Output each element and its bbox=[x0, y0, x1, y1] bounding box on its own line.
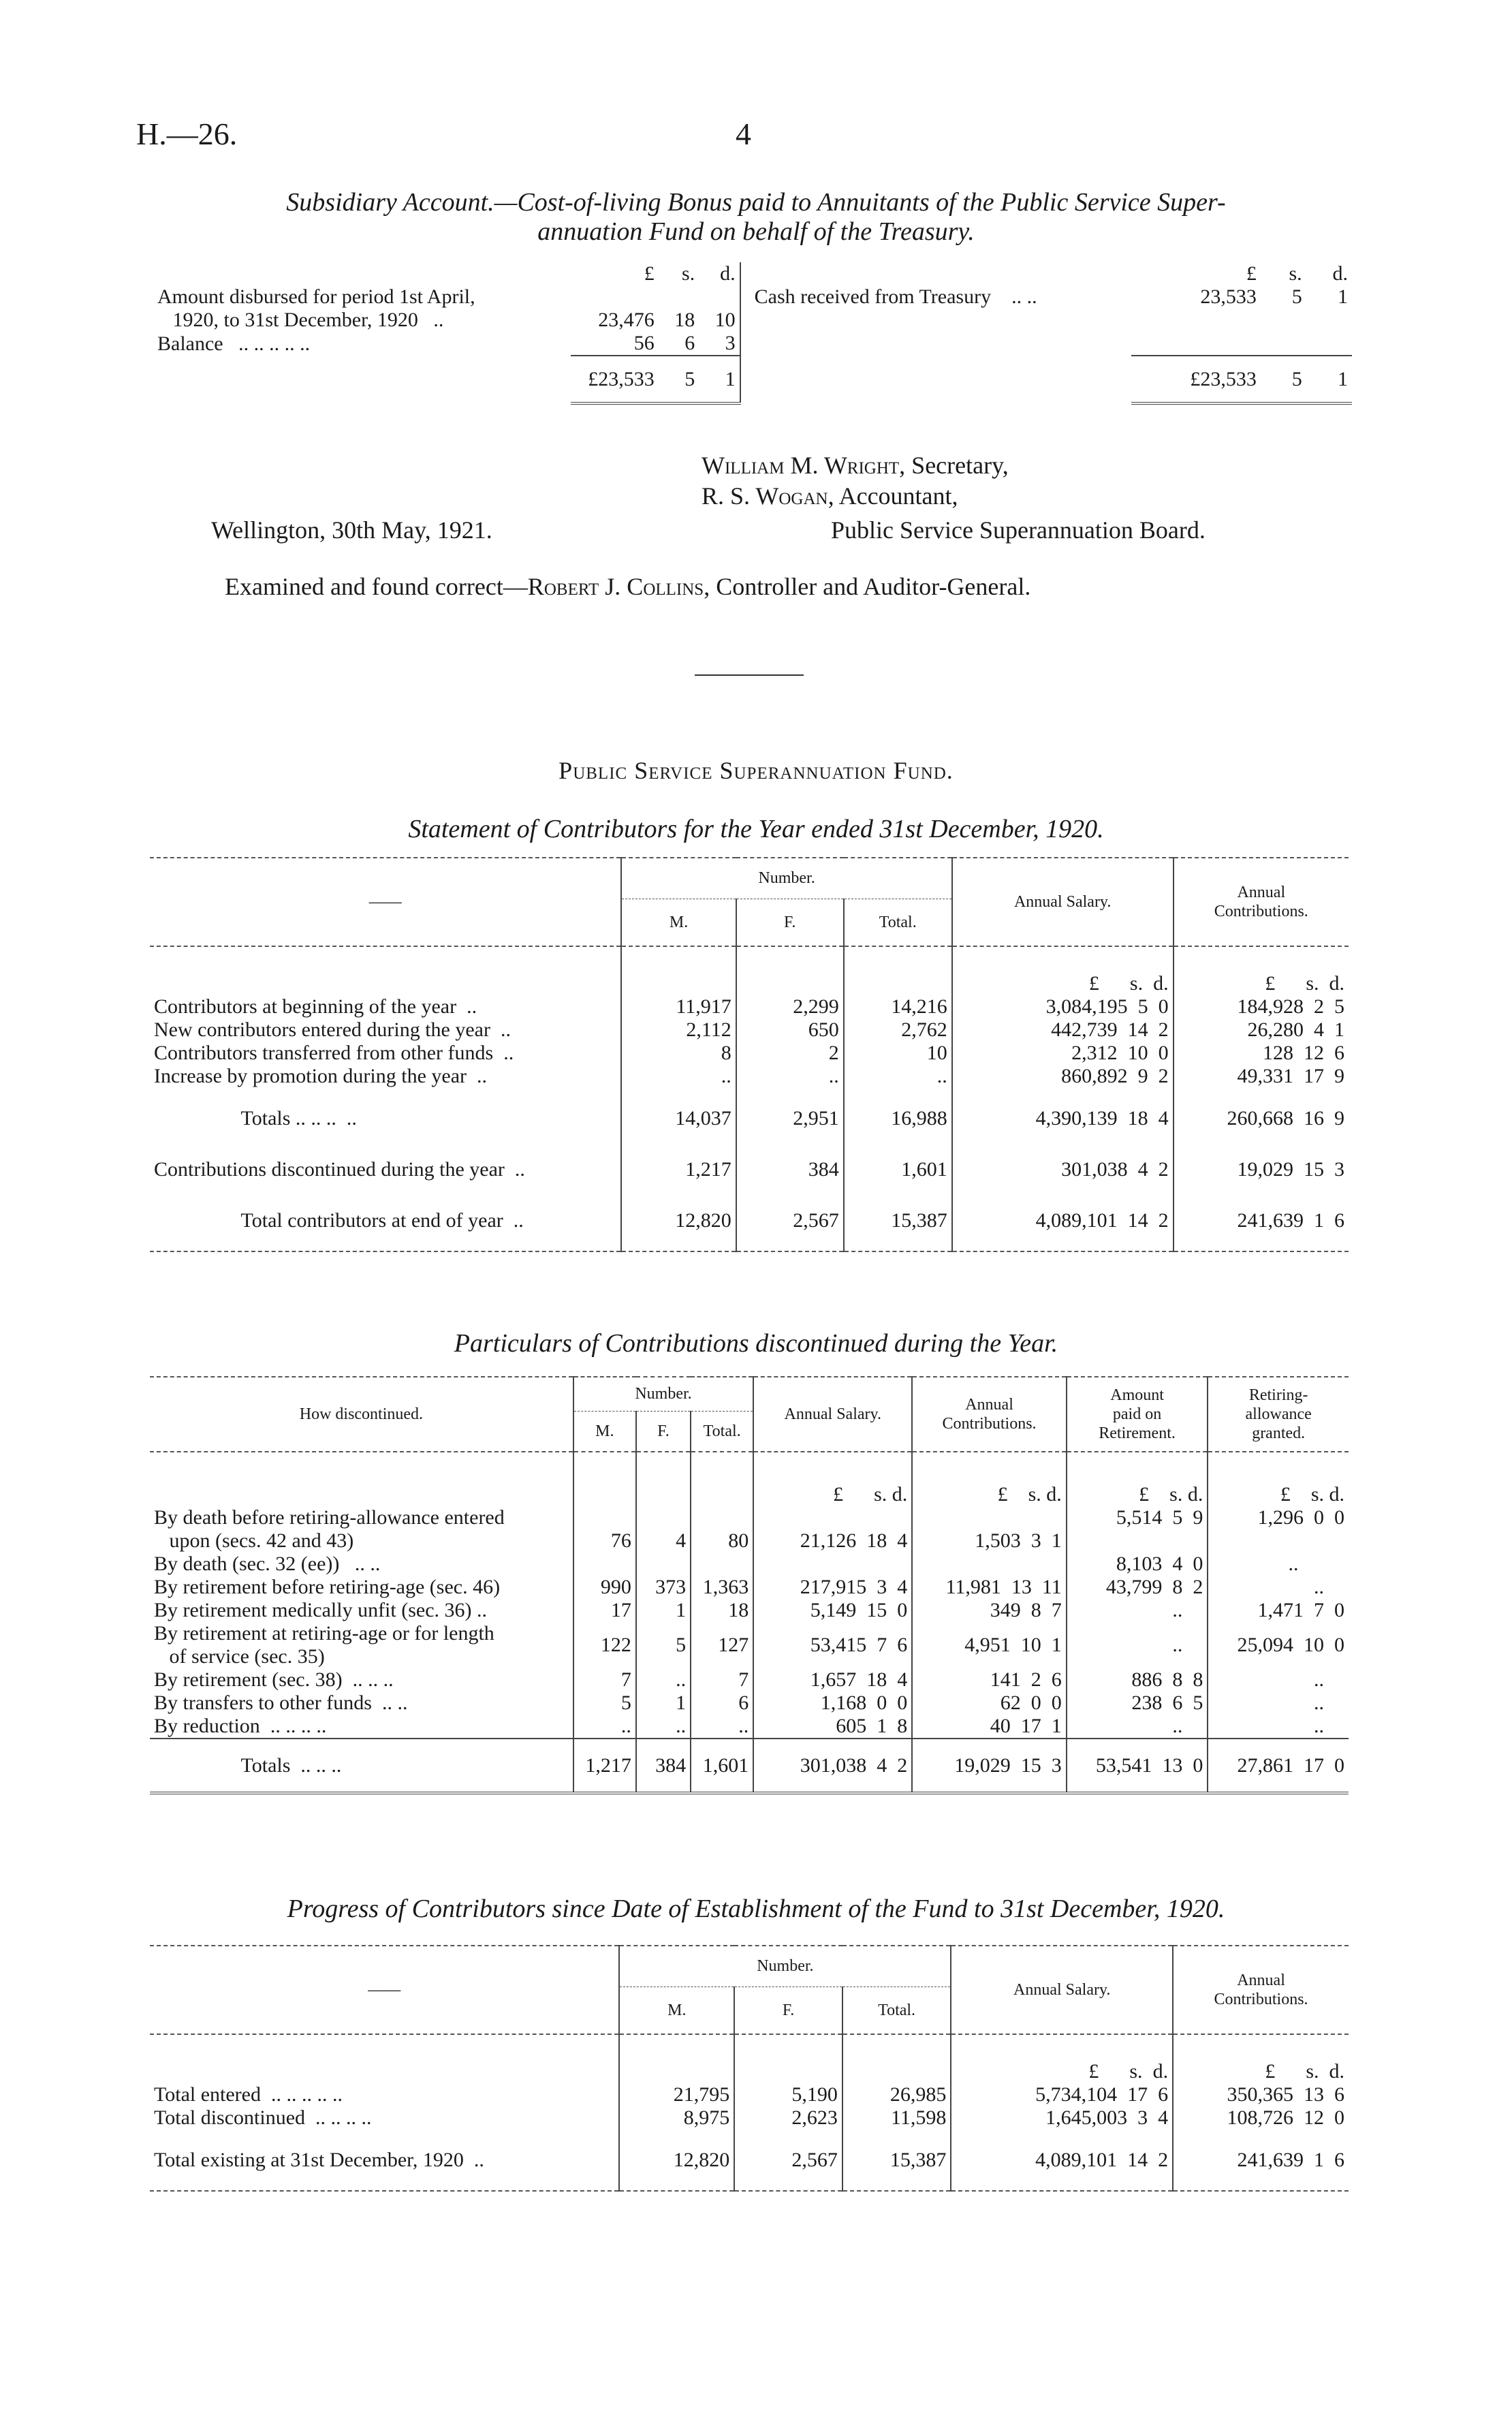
statement-row bbox=[150, 995, 1349, 1018]
statement-row-label: Contributors transferred from other funds .. bbox=[150, 1042, 621, 1065]
statement-row-label: Increase by promotion during the year .. bbox=[150, 1065, 621, 1088]
particulars-head-how: How discontinued. bbox=[150, 1377, 573, 1452]
progress-title: Progress of Contributors since Date of Establishment of the Fund to 31st December, 1920. bbox=[287, 1895, 1225, 1923]
statement-rows bbox=[150, 995, 1349, 1251]
progress-head-f: F. bbox=[734, 1987, 842, 2034]
progress-row-contrib: 350,365 13 6 bbox=[1227, 2083, 1344, 2106]
statement-row-f: 650 bbox=[736, 1018, 844, 1042]
progress-existing-row-label: Total existing at 31st December, 1920 .. bbox=[150, 2130, 619, 2191]
auditor-statement: Examined and found correct—Robert J. Collins, Controller and Auditor-General. bbox=[225, 573, 1031, 600]
particulars-units-contrib: £ s. d. bbox=[912, 1452, 1067, 1506]
statement-discontinued-row bbox=[150, 1149, 1349, 1190]
statement-end-row bbox=[150, 1190, 1349, 1251]
statement-discontinued-row-m: 1,217 bbox=[621, 1149, 736, 1190]
subsidiary-account bbox=[153, 262, 1352, 405]
particulars-death-row bbox=[150, 1506, 1349, 1576]
sub-right-row1-d: 1 bbox=[1338, 285, 1348, 308]
page-number: 4 bbox=[736, 116, 751, 151]
statement-row-t: .. bbox=[844, 1065, 952, 1088]
particulars-row-m: 990 bbox=[573, 1576, 636, 1599]
particulars-head-number: Number. bbox=[573, 1377, 753, 1411]
statement-row-f: 2 bbox=[736, 1042, 844, 1065]
particulars-row-m: 5 bbox=[573, 1692, 636, 1715]
progress-head-m: M. bbox=[619, 1987, 734, 2034]
statement-head-m: M. bbox=[621, 899, 736, 946]
sub-left-row2-s: 6 bbox=[659, 332, 699, 356]
particulars-totals-row-amount: 53,541 13 0 bbox=[1067, 1739, 1208, 1793]
statement-row-t: 14,216 bbox=[844, 995, 952, 1018]
particulars-row-m: 7 bbox=[573, 1668, 636, 1692]
particulars-row-contrib: 349 8 7 bbox=[912, 1599, 1067, 1622]
sub-right-total-d: 1 bbox=[1306, 356, 1352, 403]
progress-existing-row bbox=[150, 2130, 1349, 2191]
progress-row bbox=[150, 2083, 1349, 2106]
statement-head-contrib: Annual Contributions. bbox=[1214, 884, 1308, 920]
progress-row-salary: 5,734,104 17 6 bbox=[951, 2083, 1173, 2106]
statement-row-m: 2,112 bbox=[621, 1018, 736, 1042]
particulars-row-f: .. bbox=[636, 1715, 691, 1739]
sub-right-row1-pounds: 23,533 bbox=[1200, 285, 1257, 308]
statement-end-row-label: Total contributors at end of year .. bbox=[150, 1190, 621, 1251]
statement-row-contrib: 49,331 17 9 bbox=[1237, 1065, 1344, 1087]
progress-row-t: 26,985 bbox=[842, 2083, 951, 2106]
particulars-row-label: By retirement before retiring-age (sec. 46) bbox=[150, 1576, 573, 1599]
particulars-row-t: 18 bbox=[691, 1599, 753, 1622]
particulars-row-salary: 1,168 0 0 bbox=[753, 1692, 912, 1715]
particulars-units-retiring: £ s. d. bbox=[1280, 1483, 1344, 1506]
statement-discontinued-row-label: Contributions discontinued during the year .. bbox=[150, 1149, 621, 1190]
particulars-row-f: 373 bbox=[636, 1576, 691, 1599]
sub-left-head-pounds: £ bbox=[644, 262, 655, 285]
particulars-death-t: 80 bbox=[691, 1506, 753, 1576]
statement-row-contrib: 184,928 2 5 bbox=[1237, 995, 1344, 1018]
sub-left-head-d: d. bbox=[699, 262, 740, 285]
subsidiary-account-table bbox=[153, 262, 1352, 405]
particulars-death-m: 76 bbox=[573, 1506, 636, 1576]
particulars-row-f: 1 bbox=[636, 1692, 691, 1715]
statement-row bbox=[150, 1042, 1349, 1065]
progress-head-number: Number. bbox=[619, 1946, 951, 1987]
particulars-units-salary: £ s. d. bbox=[753, 1452, 912, 1506]
sub-left-row2-pounds: 56 bbox=[571, 332, 659, 356]
statement-totals-row-contrib: 260,668 16 9 bbox=[1227, 1107, 1344, 1130]
statement-row-contrib: 26,280 4 1 bbox=[1247, 1018, 1344, 1041]
particulars-row-t: 6 bbox=[691, 1692, 753, 1715]
progress-row-f: 5,190 bbox=[734, 2083, 842, 2106]
board-name: Public Service Superannuation Board. bbox=[831, 516, 1206, 544]
particulars-row bbox=[150, 1668, 1349, 1692]
sub-left-row2-d: 3 bbox=[699, 332, 740, 356]
sub-left-total-s: 5 bbox=[659, 356, 699, 403]
particulars-row-contrib: 62 0 0 bbox=[912, 1692, 1067, 1715]
sub-right-row1-s: 5 bbox=[1291, 285, 1302, 308]
particulars-row-amount: 43,799 8 2 bbox=[1067, 1576, 1208, 1599]
particulars-row-retiring: .. bbox=[1314, 1668, 1324, 1691]
statement-row-m: 8 bbox=[621, 1042, 736, 1065]
particulars-totals-row-label: Totals .. .. .. bbox=[150, 1739, 573, 1793]
sub-right-head-pounds: £ bbox=[1246, 262, 1257, 285]
particulars-row-salary: 1,657 18 4 bbox=[753, 1668, 912, 1692]
progress-head-contrib: Annual Contributions. bbox=[1214, 1972, 1308, 2008]
particulars-death-contrib: 1,503 3 1 bbox=[912, 1506, 1067, 1576]
particulars-row-t: .. bbox=[691, 1715, 753, 1739]
particulars-death-amount: 5,514 5 9 8,103 4 0 bbox=[1067, 1506, 1208, 1576]
statement-end-row-salary: 4,089,101 14 2 bbox=[952, 1190, 1174, 1251]
particulars-row-retiring: .. bbox=[1314, 1715, 1324, 1737]
statement-end-row-t: 15,387 bbox=[844, 1190, 952, 1251]
progress-row bbox=[150, 2106, 1349, 2130]
statement-discontinued-row-f: 384 bbox=[736, 1149, 844, 1190]
statement-head-number: Number. bbox=[621, 858, 951, 899]
particulars-row-m: 17 bbox=[573, 1599, 636, 1622]
particulars-totals-row-contrib: 19,029 15 3 bbox=[912, 1739, 1067, 1793]
statement-totals-row-label: Totals .. .. .. .. bbox=[150, 1088, 621, 1149]
particulars-totals-row-f: 384 bbox=[636, 1739, 691, 1793]
particulars-row-amount: .. bbox=[1067, 1599, 1208, 1622]
particulars-row-salary: 5,149 15 0 bbox=[753, 1599, 912, 1622]
particulars-row-salary: 53,415 7 6 bbox=[753, 1622, 912, 1668]
subsidiary-title-line2: annuation Fund on behalf of the Treasury. bbox=[537, 217, 975, 246]
sub-right-head-d: d. bbox=[1332, 262, 1348, 285]
progress-head-blank: —— bbox=[150, 1946, 619, 2034]
particulars-rows bbox=[150, 1576, 1349, 1793]
particulars-row-retiring: 1,471 7 0 bbox=[1257, 1599, 1344, 1621]
particulars-death-f: 4 bbox=[636, 1506, 691, 1576]
statement-row-f: 2,299 bbox=[736, 995, 844, 1018]
statement-table bbox=[150, 857, 1349, 1252]
statement-totals-row-m: 14,037 bbox=[621, 1088, 736, 1149]
particulars-row-label: By transfers to other funds .. .. bbox=[150, 1692, 573, 1715]
progress-row-m: 21,795 bbox=[619, 2083, 734, 2106]
statement-totals-row-f: 2,951 bbox=[736, 1088, 844, 1149]
particulars-row-contrib: 40 17 1 bbox=[912, 1715, 1067, 1739]
particulars-head-total: Total. bbox=[691, 1411, 753, 1452]
sub-left-row2-label: Balance .. .. .. .. .. bbox=[157, 332, 311, 355]
particulars-row-label: By retirement (sec. 38) .. .. .. bbox=[150, 1668, 573, 1692]
particulars-row-f: .. bbox=[636, 1668, 691, 1692]
statement-row-label: Contributors at beginning of the year .. bbox=[150, 995, 621, 1018]
particulars-row-f: 5 bbox=[636, 1622, 691, 1668]
particulars-row-salary: 605 1 8 bbox=[753, 1715, 912, 1739]
particulars-row-label: By retirement medically unfit (sec. 36) .. bbox=[150, 1599, 573, 1622]
subsidiary-title-line1: Subsidiary Account.—Cost-of-living Bonus paid to Annuitants of the Public Service Super- bbox=[286, 188, 1226, 217]
place-date: Wellington, 30th May, 1921. bbox=[211, 516, 492, 544]
document-reference: H.—26. bbox=[136, 116, 238, 151]
progress-rows bbox=[150, 2083, 1349, 2191]
progress-row-f: 2,623 bbox=[734, 2106, 842, 2130]
statement-row-salary: 2,312 10 0 bbox=[952, 1042, 1174, 1065]
particulars-head-salary: Annual Salary. bbox=[753, 1377, 912, 1452]
particulars-totals-row-m: 1,217 bbox=[573, 1739, 636, 1793]
progress-existing-row-contrib: 241,639 1 6 bbox=[1237, 2148, 1344, 2171]
sub-left-row1-pounds: 23,476 bbox=[598, 309, 655, 331]
sub-right-head-s: s. bbox=[1289, 262, 1302, 285]
section-divider bbox=[695, 674, 804, 676]
particulars-units-amount: £ s. d. bbox=[1067, 1452, 1208, 1506]
progress-row-label: Total entered .. .. .. .. .. bbox=[150, 2083, 619, 2106]
particulars-death-salary: 21,126 18 4 bbox=[753, 1506, 912, 1576]
particulars-death-retiring: 1,296 0 0 .. bbox=[1257, 1506, 1344, 1575]
particulars-row-retiring: 25,094 10 0 bbox=[1237, 1634, 1344, 1656]
particulars-row-contrib: 4,951 10 1 bbox=[912, 1622, 1067, 1668]
progress-existing-row-m: 12,820 bbox=[619, 2130, 734, 2191]
particulars-row bbox=[150, 1622, 1349, 1668]
particulars-row-contrib: 141 2 6 bbox=[912, 1668, 1067, 1692]
statement-row-salary: 3,084,195 5 0 bbox=[952, 995, 1174, 1018]
sub-right-total-pounds: £23,533 bbox=[1131, 356, 1261, 403]
statement-head-total: Total. bbox=[844, 899, 952, 946]
statement-row-m: 11,917 bbox=[621, 995, 736, 1018]
progress-units-contrib: £ s. d. bbox=[1265, 2060, 1344, 2083]
statement-row-label: New contributors entered during the year .. bbox=[150, 1018, 621, 1042]
progress-existing-row-salary: 4,089,101 14 2 bbox=[951, 2130, 1173, 2191]
progress-row-t: 11,598 bbox=[842, 2106, 951, 2130]
particulars-head-amount: Amount paid on Retirement. bbox=[1067, 1377, 1208, 1452]
particulars-row-amount: .. bbox=[1067, 1622, 1208, 1668]
statement-end-row-f: 2,567 bbox=[736, 1190, 844, 1251]
statement-discontinued-row-salary: 301,038 4 2 bbox=[952, 1149, 1174, 1190]
particulars-row-m: .. bbox=[573, 1715, 636, 1739]
particulars-death-label: By death before retiring-allowance entered upon (secs. 42 and 43) By death (sec. 32 (ee)) .. .. bbox=[150, 1506, 573, 1576]
particulars-head-contrib: Annual Contributions. bbox=[912, 1377, 1067, 1452]
particulars-row-contrib: 11,981 13 11 bbox=[912, 1576, 1067, 1599]
statement-head-blank: —— bbox=[150, 858, 621, 946]
progress-existing-row-t: 15,387 bbox=[842, 2130, 951, 2191]
statement-row-f: .. bbox=[736, 1065, 844, 1088]
statement-discontinued-row-t: 1,601 bbox=[844, 1149, 952, 1190]
progress-row-m: 8,975 bbox=[619, 2106, 734, 2130]
statement-totals-row-salary: 4,390,139 18 4 bbox=[952, 1088, 1174, 1149]
statement-row-salary: 442,739 14 2 bbox=[952, 1018, 1174, 1042]
particulars-totals-row-retiring: 27,861 17 0 bbox=[1237, 1754, 1344, 1777]
sub-left-total-d: 1 bbox=[699, 356, 740, 403]
progress-row-contrib: 108,726 12 0 bbox=[1227, 2106, 1344, 2129]
statement-row-m: .. bbox=[621, 1065, 736, 1088]
particulars-row-f: 1 bbox=[636, 1599, 691, 1622]
progress-row-label: Total discontinued .. .. .. .. bbox=[150, 2106, 619, 2130]
particulars-row-amount: .. bbox=[1067, 1715, 1208, 1739]
statement-row bbox=[150, 1065, 1349, 1088]
sub-left-row1-d: 10 bbox=[699, 285, 740, 332]
sub-right-total-s: 5 bbox=[1261, 356, 1306, 403]
sub-left-row1-label: Amount disbursed for period 1st April, 1920, to 31st December, 1920 .. bbox=[157, 285, 475, 331]
sub-right-row1-label: Cash received from Treasury .. .. bbox=[754, 285, 1037, 308]
statement-end-row-contrib: 241,639 1 6 bbox=[1237, 1209, 1344, 1232]
progress-head-total: Total. bbox=[842, 1987, 951, 2034]
statement-row bbox=[150, 1018, 1349, 1042]
particulars-row-m: 122 bbox=[573, 1622, 636, 1668]
particulars-totals-row-salary: 301,038 4 2 bbox=[753, 1739, 912, 1793]
particulars-row-t: 7 bbox=[691, 1668, 753, 1692]
progress-table bbox=[150, 1945, 1349, 2192]
statement-end-row-m: 12,820 bbox=[621, 1190, 736, 1251]
statement-row-t: 10 bbox=[844, 1042, 952, 1065]
particulars-row-t: 1,363 bbox=[691, 1576, 753, 1599]
particulars-row-label: By retirement at retiring-age or for length of service (sec. 35) bbox=[150, 1622, 573, 1668]
particulars-row bbox=[150, 1692, 1349, 1715]
particulars-row-amount: 238 6 5 bbox=[1067, 1692, 1208, 1715]
statement-totals-row bbox=[150, 1088, 1349, 1149]
particulars-row-amount: 886 8 8 bbox=[1067, 1668, 1208, 1692]
particulars-row bbox=[150, 1599, 1349, 1622]
progress-row-salary: 1,645,003 3 4 bbox=[951, 2106, 1173, 2130]
statement-units-salary: £ s. d. bbox=[952, 946, 1174, 995]
particulars-title: Particulars of Contributions discontinued during the Year. bbox=[454, 1329, 1058, 1358]
progress-units-salary: £ s. d. bbox=[951, 2034, 1173, 2083]
sub-left-row1-s: 18 bbox=[674, 309, 695, 331]
statement-discontinued-row-contrib: 19,029 15 3 bbox=[1237, 1158, 1344, 1181]
statement-row-contrib: 128 12 6 bbox=[1263, 1042, 1344, 1064]
particulars-table bbox=[150, 1376, 1349, 1794]
particulars-totals-row bbox=[150, 1739, 1349, 1793]
particulars-row-t: 127 bbox=[691, 1622, 753, 1668]
statement-title: Statement of Contributors for the Year ended 31st December, 1920. bbox=[408, 815, 1104, 843]
particulars-row-label: By reduction .. .. .. .. bbox=[150, 1715, 573, 1739]
particulars-row bbox=[150, 1715, 1349, 1739]
sub-left-head-s: s. bbox=[682, 262, 695, 285]
statement-head-salary: Annual Salary. bbox=[952, 858, 1174, 946]
sub-left-total-pounds: £23,533 bbox=[571, 356, 659, 403]
fund-title: Public Service Superannuation Fund. bbox=[558, 757, 954, 784]
particulars-totals-row-t: 1,601 bbox=[691, 1739, 753, 1793]
statement-totals-row-t: 16,988 bbox=[844, 1088, 952, 1149]
progress-head-salary: Annual Salary. bbox=[951, 1946, 1173, 2034]
particulars-row-retiring: .. bbox=[1314, 1576, 1324, 1598]
particulars-row-retiring: .. bbox=[1314, 1692, 1324, 1714]
progress-existing-row-f: 2,567 bbox=[734, 2130, 842, 2191]
particulars-head-f: F. bbox=[636, 1411, 691, 1452]
signature-accountant: R. S. Wogan, Accountant, bbox=[702, 482, 958, 510]
particulars-head-retiring: Retiring- allowance granted. bbox=[1245, 1386, 1312, 1442]
statement-units-contrib: £ s. d. bbox=[1265, 972, 1344, 995]
particulars-head-m: M. bbox=[573, 1411, 636, 1452]
particulars-row bbox=[150, 1576, 1349, 1599]
statement-row-salary: 860,892 9 2 bbox=[952, 1065, 1174, 1088]
particulars-row-salary: 217,915 3 4 bbox=[753, 1576, 912, 1599]
signature-secretary: William M. Wright, Secretary, bbox=[702, 452, 1009, 479]
statement-row-t: 2,762 bbox=[844, 1018, 952, 1042]
statement-head-f: F. bbox=[736, 899, 844, 946]
